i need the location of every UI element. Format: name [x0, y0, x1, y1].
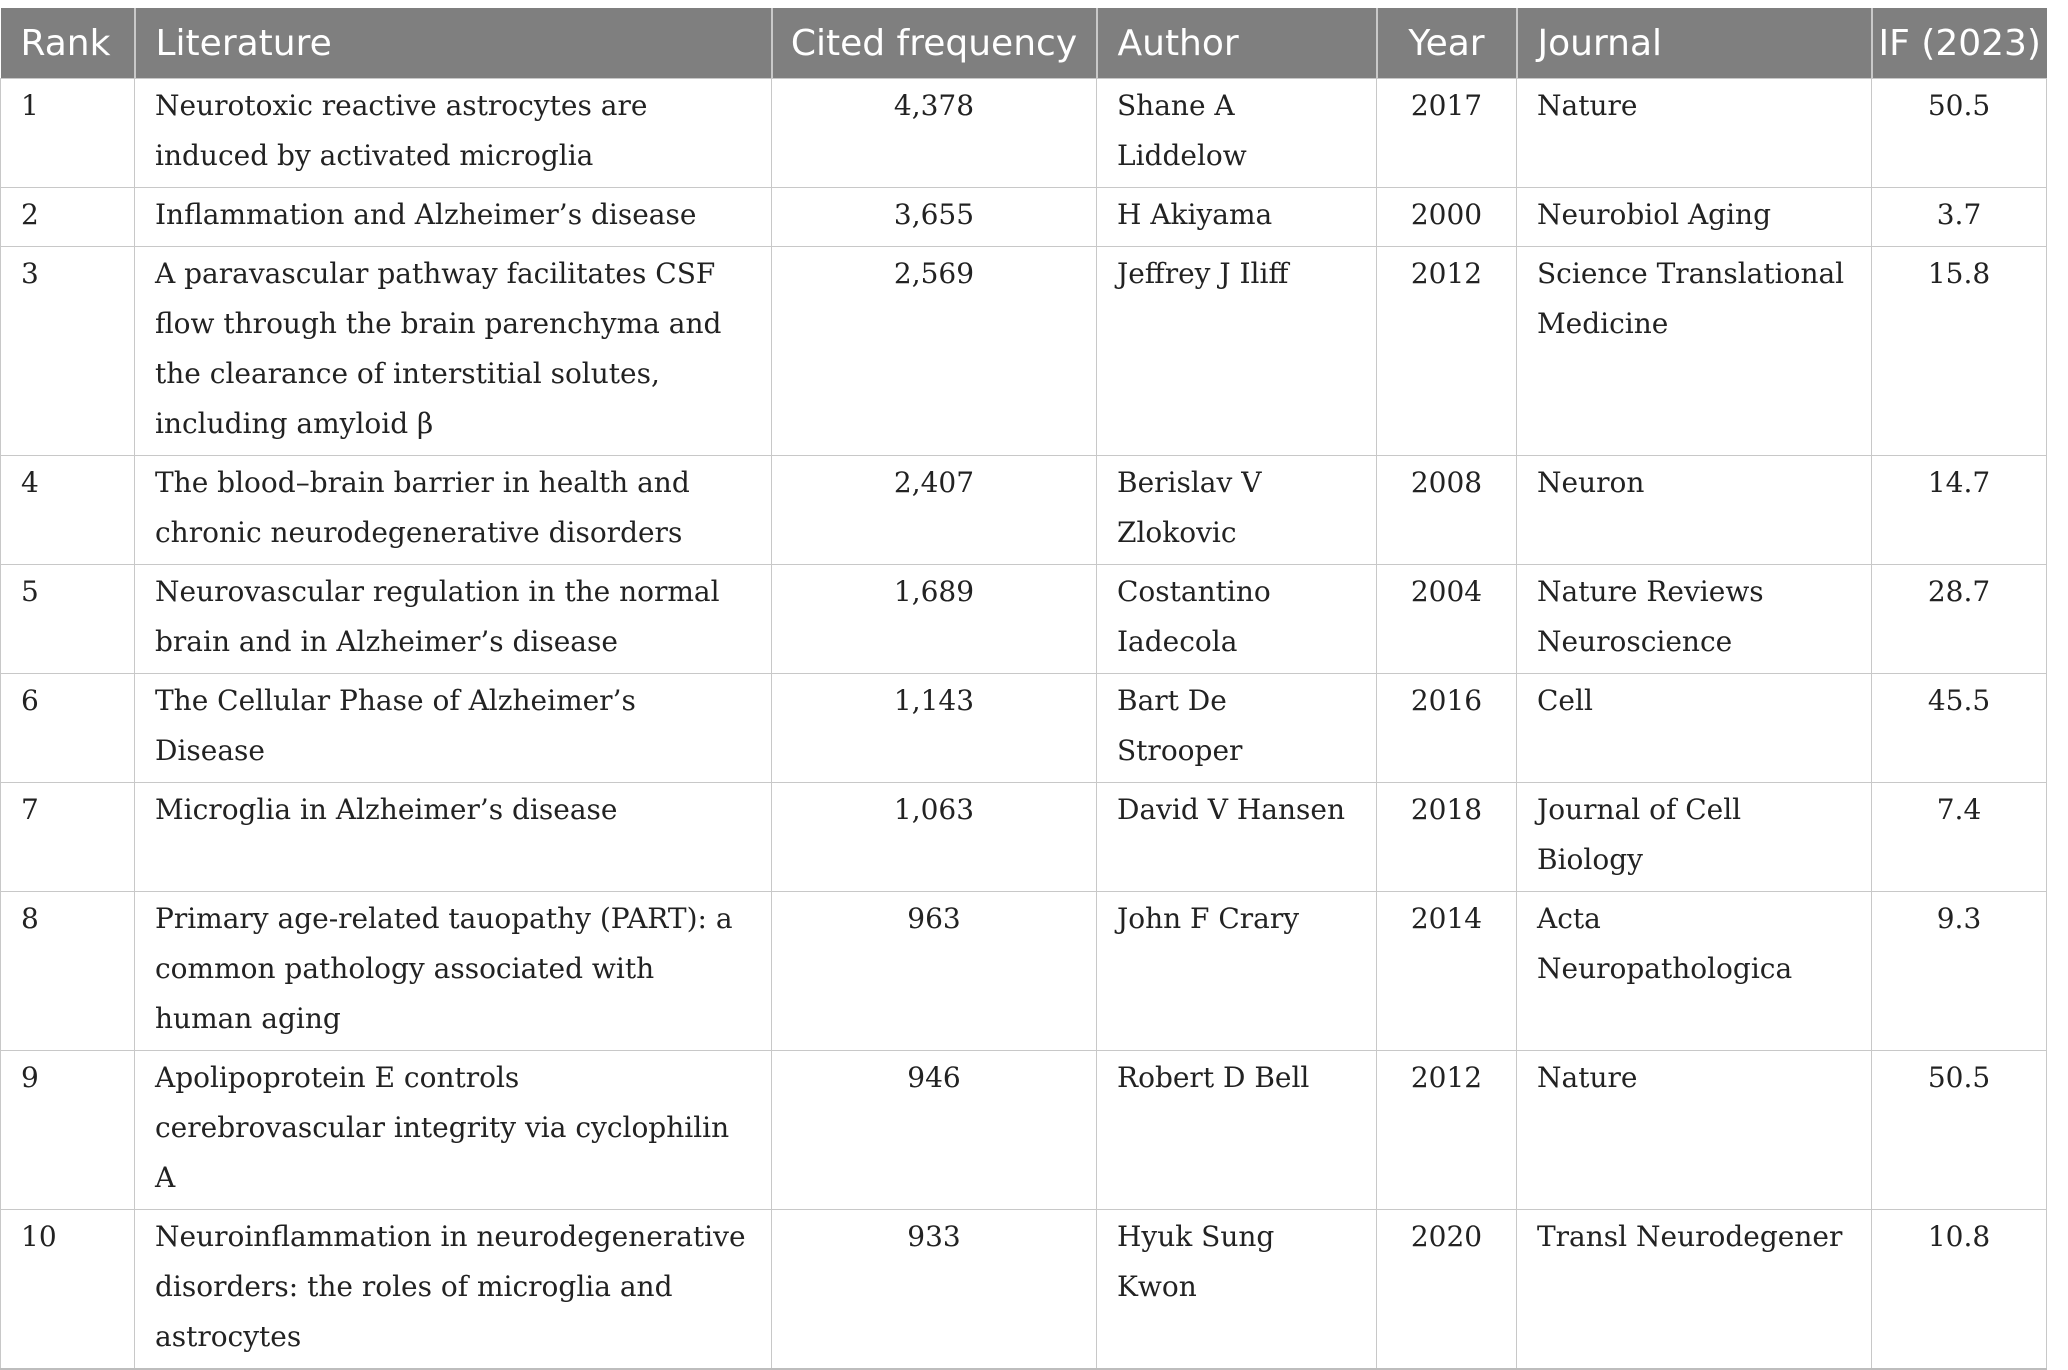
year-cell: 2008 — [1377, 456, 1517, 565]
author-cell: Shane A Liddelow — [1097, 79, 1377, 188]
literature-cell: Apolipoprotein E controls cerebrovascular integrity via cyclophilin A — [135, 1051, 772, 1210]
impact-factor-cell: 28.7 — [1872, 565, 2047, 674]
table-header-row — [1, 8, 2047, 79]
cited-frequency-cell: 933 — [772, 1210, 1097, 1370]
cited-frequency-cell: 1,063 — [772, 783, 1097, 892]
author-cell: Robert D Bell — [1097, 1051, 1377, 1210]
year-cell: 2020 — [1377, 1210, 1517, 1370]
header-literature: Literature — [135, 8, 772, 79]
header-journal: Journal — [1517, 8, 1872, 79]
journal-cell: Nature — [1517, 1051, 1872, 1210]
impact-factor-cell: 14.7 — [1872, 456, 2047, 565]
impact-factor-cell: 50.5 — [1872, 1051, 2047, 1210]
rank-cell: 9 — [1, 1051, 135, 1210]
journal-cell: Journal of Cell Biology — [1517, 783, 1872, 892]
rank-cell: 3 — [1, 247, 135, 456]
year-cell: 2017 — [1377, 79, 1517, 188]
header-impact-factor: IF (2023) — [1872, 8, 2047, 79]
top-cited-literature-table — [0, 8, 2047, 1370]
table-row — [1, 188, 2047, 247]
author-cell: Berislav V Zlokovic — [1097, 456, 1377, 565]
impact-factor-cell: 15.8 — [1872, 247, 2047, 456]
author-cell: Jeffrey J Iliff — [1097, 247, 1377, 456]
table-row — [1, 892, 2047, 1051]
author-cell: David V Hansen — [1097, 783, 1377, 892]
literature-cell: Inflammation and Alzheimer’s disease — [135, 188, 772, 247]
table-row — [1, 565, 2047, 674]
literature-cell: Neuroinflammation in neurodegenerative disorders: the roles of microglia and astrocytes — [135, 1210, 772, 1370]
rank-cell: 6 — [1, 674, 135, 783]
cited-frequency-cell: 963 — [772, 892, 1097, 1051]
year-cell: 2000 — [1377, 188, 1517, 247]
rank-cell: 5 — [1, 565, 135, 674]
citation-table-container — [0, 8, 2068, 1370]
literature-cell: Microglia in Alzheimer’s disease — [135, 783, 772, 892]
rank-cell: 10 — [1, 1210, 135, 1370]
journal-cell: Cell — [1517, 674, 1872, 783]
impact-factor-cell: 10.8 — [1872, 1210, 2047, 1370]
author-cell: John F Crary — [1097, 892, 1377, 1051]
literature-cell: Primary age-related tauopathy (PART): a common pathology associated with human aging — [135, 892, 772, 1051]
rank-cell: 2 — [1, 188, 135, 247]
literature-cell: Neurovascular regulation in the normal brain and in Alzheimer’s disease — [135, 565, 772, 674]
table-row — [1, 1210, 2047, 1370]
year-cell: 2012 — [1377, 247, 1517, 456]
impact-factor-cell: 9.3 — [1872, 892, 2047, 1051]
year-cell: 2012 — [1377, 1051, 1517, 1210]
journal-cell: Science Translational Medicine — [1517, 247, 1872, 456]
table-row — [1, 1051, 2047, 1210]
cited-frequency-cell: 3,655 — [772, 188, 1097, 247]
year-cell: 2014 — [1377, 892, 1517, 1051]
table-row — [1, 783, 2047, 892]
cited-frequency-cell: 4,378 — [772, 79, 1097, 188]
year-cell: 2004 — [1377, 565, 1517, 674]
impact-factor-cell: 50.5 — [1872, 79, 2047, 188]
cited-frequency-cell: 2,407 — [772, 456, 1097, 565]
cited-frequency-cell: 946 — [772, 1051, 1097, 1210]
cited-frequency-cell: 1,143 — [772, 674, 1097, 783]
header-cited-frequency: Cited frequency — [772, 8, 1097, 79]
table-row — [1, 456, 2047, 565]
impact-factor-cell: 45.5 — [1872, 674, 2047, 783]
header-year: Year — [1377, 8, 1517, 79]
year-cell: 2016 — [1377, 674, 1517, 783]
author-cell: Costantino Iadecola — [1097, 565, 1377, 674]
author-cell: Hyuk Sung Kwon — [1097, 1210, 1377, 1370]
impact-factor-cell: 3.7 — [1872, 188, 2047, 247]
cited-frequency-cell: 2,569 — [772, 247, 1097, 456]
journal-cell: Nature — [1517, 79, 1872, 188]
cited-frequency-cell: 1,689 — [772, 565, 1097, 674]
journal-cell: Nature Reviews Neuroscience — [1517, 565, 1872, 674]
journal-cell: Neuron — [1517, 456, 1872, 565]
literature-cell: The blood–brain barrier in health and chronic neurodegenerative disorders — [135, 456, 772, 565]
literature-cell: A paravascular pathway facilitates CSF flow through the brain parenchyma and the clearance of interstitial solutes, including amyloid β — [135, 247, 772, 456]
year-cell: 2018 — [1377, 783, 1517, 892]
journal-cell: Transl Neurodegener — [1517, 1210, 1872, 1370]
rank-cell: 7 — [1, 783, 135, 892]
literature-cell: The Cellular Phase of Alzheimer’s Disease — [135, 674, 772, 783]
literature-cell: Neurotoxic reactive astrocytes are induced by activated microglia — [135, 79, 772, 188]
header-author: Author — [1097, 8, 1377, 79]
rank-cell: 8 — [1, 892, 135, 1051]
author-cell: H Akiyama — [1097, 188, 1377, 247]
rank-cell: 4 — [1, 456, 135, 565]
table-row — [1, 674, 2047, 783]
journal-cell: Acta Neuropathologica — [1517, 892, 1872, 1051]
table-row — [1, 79, 2047, 188]
header-rank: Rank — [1, 8, 135, 79]
impact-factor-cell: 7.4 — [1872, 783, 2047, 892]
author-cell: Bart De Strooper — [1097, 674, 1377, 783]
journal-cell: Neurobiol Aging — [1517, 188, 1872, 247]
table-row — [1, 247, 2047, 456]
rank-cell: 1 — [1, 79, 135, 188]
